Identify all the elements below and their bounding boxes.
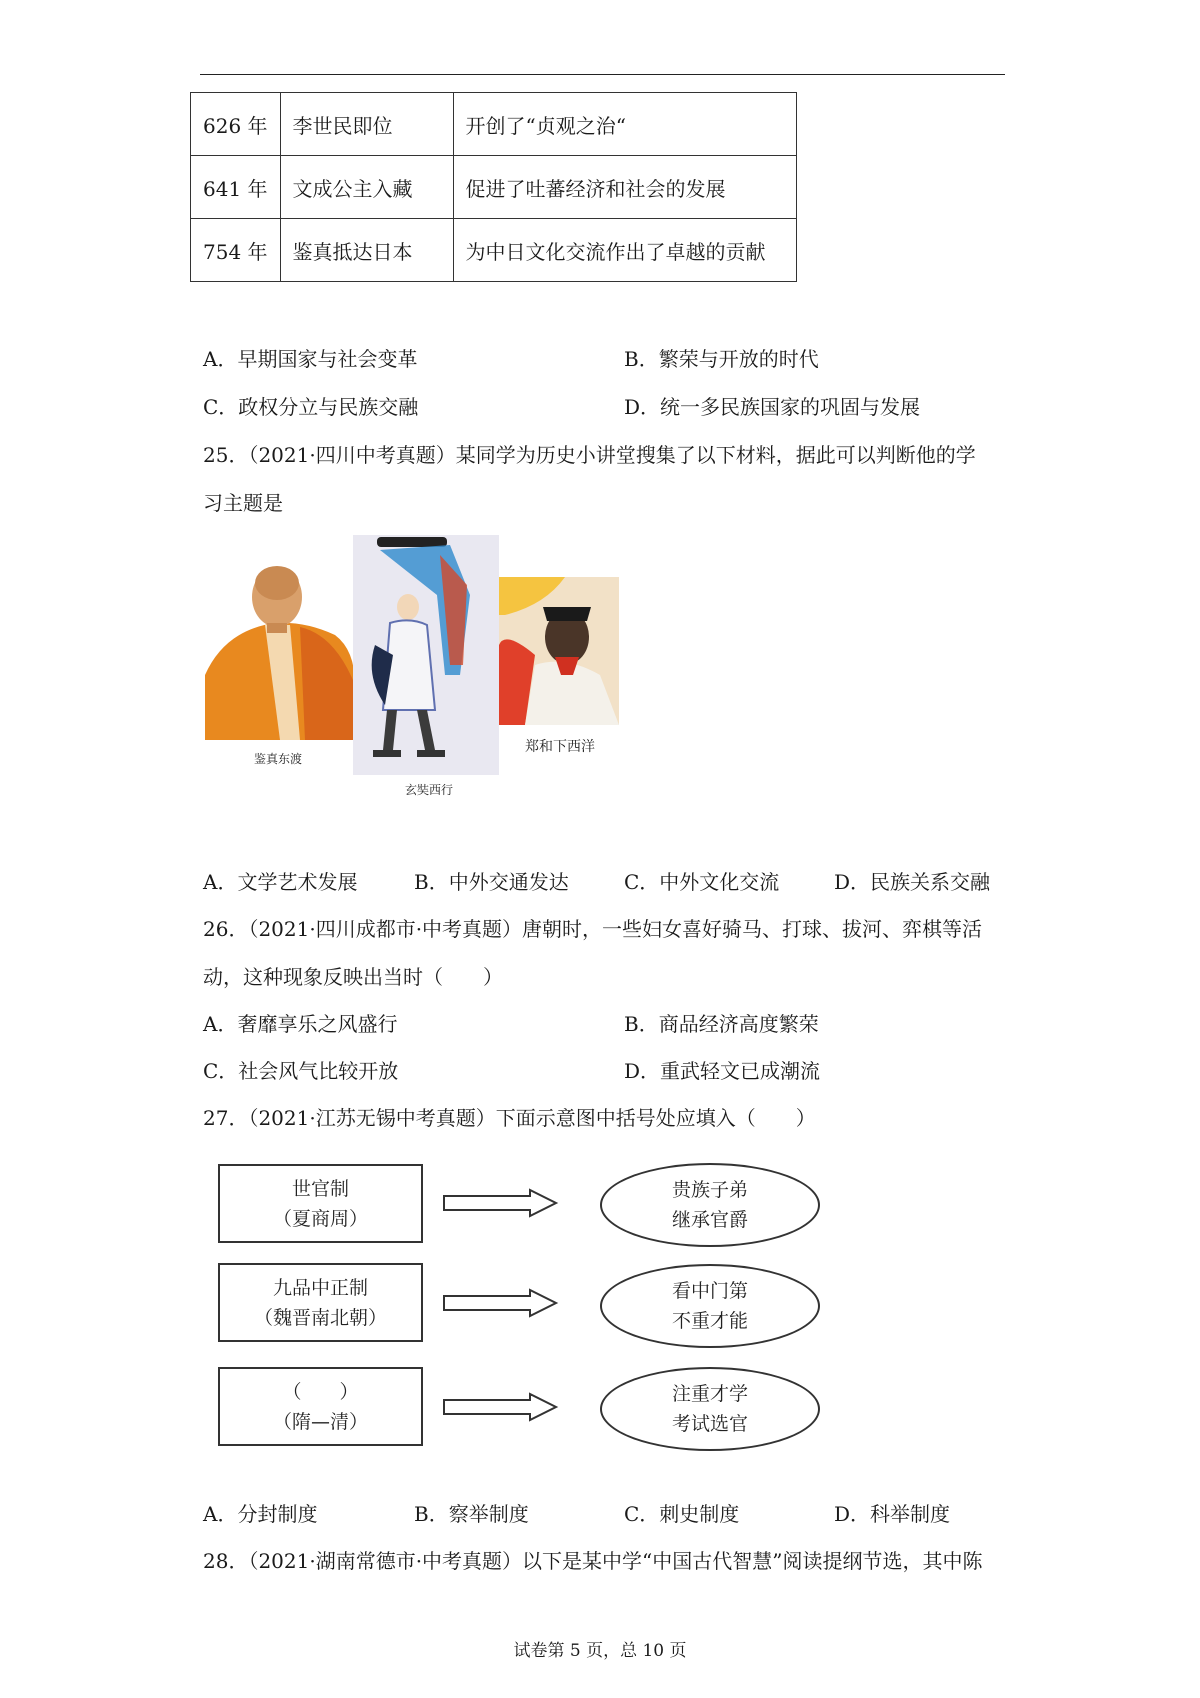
- question-26-text-cont: 动，这种现象反映出当时（ ）: [203, 965, 503, 989]
- ellipse-line: 不重才能: [671, 1310, 748, 1332]
- table-cell: 641 年: [191, 156, 281, 219]
- ellipse-line: 继承官爵: [671, 1209, 748, 1231]
- q25-option-d[interactable]: D．民族关系交融: [834, 870, 991, 894]
- q25-option-b[interactable]: B．中外交通发达: [414, 870, 569, 894]
- ellipse-line: 看中门第: [671, 1280, 748, 1302]
- table-cell: 754 年: [191, 219, 281, 282]
- diagram-box-era: （魏晋南北朝）: [253, 1306, 387, 1329]
- diagram-box-title: 世官制: [291, 1177, 349, 1200]
- q26-option-a[interactable]: A．奢靡享乐之风盛行: [203, 1012, 398, 1036]
- diagram-box-title: （ ）: [282, 1380, 359, 1403]
- ellipse-line: 贵族子弟: [671, 1179, 748, 1201]
- q27-option-c[interactable]: C．刺史制度: [624, 1502, 740, 1526]
- q27-option-d[interactable]: D．科举制度: [834, 1502, 951, 1526]
- table-cell: 为中日文化交流作出了卓越的贡献: [453, 219, 796, 282]
- q24-option-d[interactable]: D．统一多民族国家的巩固与发展: [624, 395, 921, 419]
- table-row: [191, 93, 797, 156]
- header-rule: [200, 74, 1005, 75]
- q24-option-c[interactable]: C．政权分立与民族交融: [203, 395, 419, 419]
- events-table: [190, 92, 797, 282]
- question-25-text: 25．（2021·四川中考真题）某同学为历史小讲堂搜集了以下材料，据此可以判断他的学: [203, 443, 976, 467]
- table-cell: 626 年: [191, 93, 281, 156]
- question-27-text: 27．（2021·江苏无锡中考真题）下面示意图中括号处应填入（ ）: [203, 1106, 816, 1130]
- caption-zhenghe: 郑和下西洋: [525, 739, 595, 755]
- q26-option-c[interactable]: C．社会风气比较开放: [203, 1059, 399, 1083]
- q25-option-a[interactable]: A．文学艺术发展: [203, 870, 358, 894]
- zhenghe-portrait: [499, 577, 619, 725]
- caption-xuanzang: 玄奘西行: [405, 783, 454, 797]
- q25-option-c[interactable]: C．中外文化交流: [624, 870, 780, 894]
- diagram-box-era: （隋—清）: [272, 1410, 368, 1433]
- q27-option-b[interactable]: B．察举制度: [414, 1502, 529, 1526]
- table-cell: 开创了“贞观之治“: [453, 93, 796, 156]
- q26-option-b[interactable]: B．商品经济高度繁荣: [624, 1012, 819, 1036]
- jianzhen-portrait: [205, 566, 355, 740]
- diagram-box-title: 九品中正制: [272, 1276, 368, 1299]
- diagram-box-blank: [218, 1367, 423, 1446]
- q26-option-d[interactable]: D．重武轻文已成潮流: [624, 1059, 821, 1083]
- table-cell: 李世民即位: [280, 93, 453, 156]
- table-cell: 文成公主入藏: [280, 156, 453, 219]
- diagram-ellipse-1: [600, 1163, 820, 1247]
- xuanzang-portrait: [353, 535, 499, 775]
- diagram-ellipse-2: [600, 1264, 820, 1348]
- q24-option-a[interactable]: A．早期国家与社会变革: [203, 347, 418, 371]
- q27-option-a[interactable]: A．分封制度: [203, 1502, 318, 1526]
- q24-option-b[interactable]: B．繁荣与开放的时代: [624, 347, 819, 371]
- diagram-box-era: （夏商周）: [272, 1207, 368, 1230]
- arrow-right-icon: [442, 1188, 560, 1218]
- diagram-box-shiguanzhi: [218, 1164, 423, 1243]
- ellipse-line: 考试选官: [671, 1413, 748, 1435]
- question-28-text: 28．（2021·湖南常德市·中考真题）以下是某中学“中国古代智慧”阅读提纲节选，其中陈: [203, 1549, 983, 1573]
- arrow-right-icon: [442, 1392, 560, 1422]
- table-cell: 促进了吐蕃经济和社会的发展: [453, 156, 796, 219]
- arrow-right-icon: [442, 1288, 560, 1318]
- page-footer: 试卷第 5 页，总 10 页: [513, 1641, 687, 1661]
- table-row: [191, 156, 797, 219]
- table-row: [191, 219, 797, 282]
- table-cell: 鉴真抵达日本: [280, 219, 453, 282]
- ellipse-line: 注重才学: [671, 1383, 748, 1405]
- question-25-text-cont: 习主题是: [203, 491, 283, 515]
- diagram-box-jiupin: [218, 1263, 423, 1342]
- question-26-text: 26．（2021·四川成都市·中考真题）唐朝时，一些妇女喜好骑马、打球、拔河、弈棋等活: [203, 917, 983, 941]
- diagram-ellipse-3: [600, 1367, 820, 1451]
- caption-jianzhen: 鉴真东渡: [254, 752, 303, 766]
